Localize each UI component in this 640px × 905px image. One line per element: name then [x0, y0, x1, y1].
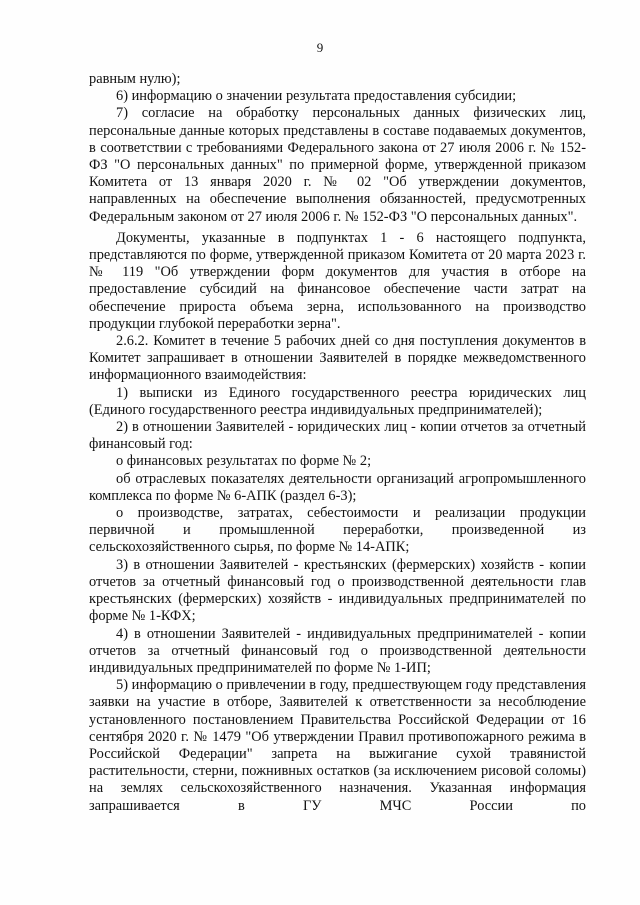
paragraph-item-7: 7) согласие на обработку персональных данных физических лиц, персональные данные которых представлены в составе подаваемых документов, в соответствии с требованиями Федерального закона от 27 июля 2006 г. № 152-ФЗ "О персональных данных" по примерной форме, утвержденной приказом Комитета от 13 января 2020 г. № 02 "Об утверждении документов, направленных на обеспечение выполнения обязанностей, предусмотренных Федеральным законом от 27 июля 2006 г. № 152-ФЗ "О персональных данных". [89, 105, 586, 225]
paragraph-documents-form: Документы, указанные в подпунктах 1 - 6 настоящего подпункта, представляются по форме, утвержденной приказом Комитета от 20 марта 2023 г. № 119 "Об утверждении форм документов для участия в отборе на предоставление субсидий на финансовое обеспечение части затрат на обеспечение прироста объема зерна, использованного на производство продукции глубокой переработки зерна". [89, 229, 586, 332]
page-number: 9 [316, 40, 324, 55]
document-body [89, 71, 586, 815]
paragraph-request-2: 2) в отношении Заявителей - юридических лиц - копии отчетов за отчетный финансовый год: [89, 419, 586, 453]
paragraph-request-1: 1) выписки из Единого государственного реестра юридических лиц (Единого государственного реестра индивидуальных предпринимателей); [89, 384, 586, 418]
paragraph-request-3: 3) в отношении Заявителей - крестьянских (фермерских) хозяйств - копии отчетов за отчетный финансовый год о производственной деятельности глав крестьянских (фермерских) хозяйств - индивидуальных предпринимателей по форме № 1-КФХ; [89, 556, 586, 625]
paragraph-form-6-apk: об отраслевых показателях деятельности организаций агропромышленного комплекса по форме № 6-АПК (раздел 6-3); [89, 470, 586, 504]
paragraph-request-5: 5) информацию о привлечении в году, предшествующем году представления заявки на участие в отборе, Заявителей к ответственности за несоблюдение установленного постановлением Правительства Российской Федерации от 16 сентября 2020 г. № 1479 "Об утверждении Правил противопожарного режима в Российской Федерации" запрета на выжигание сухой травянистой растительности, стерни, пожнивных остатков (за исключением рисовой соломы) на землях сельскохозяйственного назначения. Указанная информация запрашивается в ГУ МЧС России по [89, 677, 586, 814]
paragraph-continuation: равным нулю); [89, 71, 181, 87]
paragraph-item-6: 6) информацию о значении результата предоставления субсидии; [116, 88, 517, 105]
paragraph-request-4: 4) в отношении Заявителей - индивидуальных предпринимателей - копии отчетов за отчетный финансовый год о производственной деятельности индивидуальных предпринимателей по форме № 1-ИП; [89, 625, 586, 676]
paragraph-form-2: о финансовых результатах по форме № 2; [116, 453, 372, 470]
paragraph-2-6-2: 2.6.2. Комитет в течение 5 рабочих дней со дня поступления документов в Комитет запрашивает в отношении Заявителей в порядке межведомственного информационного взаимодействия: [89, 333, 586, 384]
paragraph-form-14-apk: о производстве, затратах, себестоимости и реализации продукции первичной и промышленной переработки, произведенной из сельскохозяйственного сырья, по форме № 14-АПК; [89, 505, 586, 556]
